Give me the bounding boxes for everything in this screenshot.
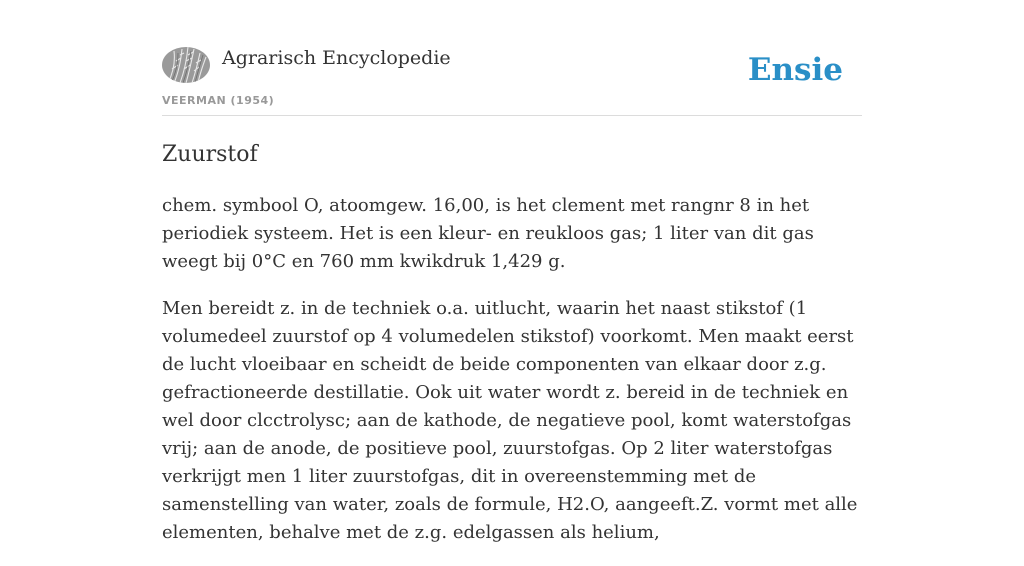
entry-body (162, 192, 862, 566)
entry-paragraph: chem. symbool O, atoomgew. 16,00, is het clement met rangnr 8 in het periodiek systeem. Het is een kleur- en reukloos gas; 1 liter van dit gas weegt bij 0°C en 760 mm kwikdruk 1,429 g. (162, 195, 814, 272)
entry-title: Zuurstof (162, 142, 258, 167)
site-header (162, 0, 862, 116)
entry-paragraph: Men bereidt z. in de techniek o.a. uitlucht, waarin het naast stikstof (1 volumedeel zuurstof op 4 volumedelen stikstof) voorkomt. Men maakt eerst de lucht vloeibaar en scheidt de beide componenten van elkaar door z.g. gefractioneerde destillatie. Ook uit water wordt z. bereid in de techniek en wel door clcctrolysc; aan de kathode, de negatieve pool, komt waterstofgas vrij; aan de anode, de positieve pool, zuurstofgas. Op 2 liter waterstofgas verkrijgt men 1 liter zuurstofgas, dit in overeenstemming met de samenstelling van water, zoals de formule, H2.O, aangeeft.Z. vormt met alle elementen, behalve met de z.g. edelgassen als helium, (162, 298, 858, 543)
content-column (162, 0, 862, 543)
wheat-ears-icon[interactable] (162, 47, 210, 83)
ensie-logo-link[interactable]: Ensie (747, 52, 843, 88)
site-title[interactable]: Agrarisch Encyclopedie (222, 47, 451, 69)
source-subtitle: VEERMAN (1954) (162, 94, 275, 107)
